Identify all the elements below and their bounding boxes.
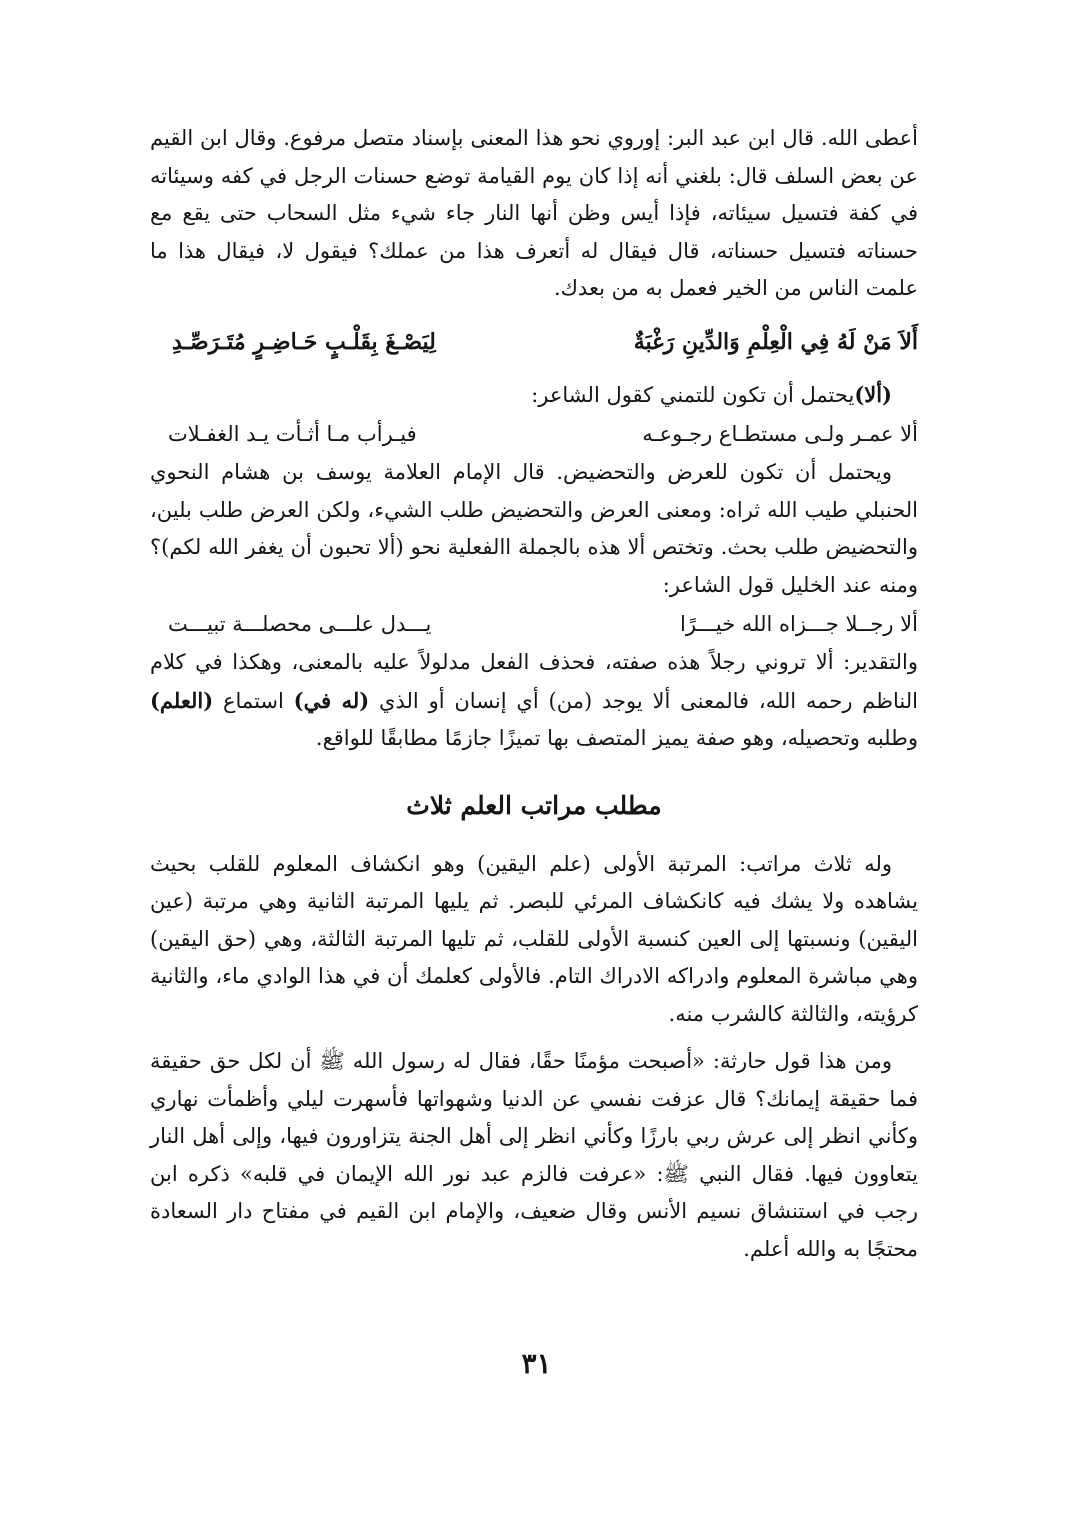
paragraph-ala-wish	[150, 376, 918, 415]
verse-khalil	[150, 604, 918, 644]
paragraph-reward-of-knowledge: أعطى الله. قال ابن عبد البر: إوروي نحو هذا المعنى بإسناد متصل مرفوع. وقال ابن القيم عن بعض السلف قال: بلغني أنه إذا كان يوم القيامة توضع حسنات الرجل في كفه وسيئاته في كفة فتسيل سيئاته، فإذا أيس وظن أنها النار جاء شيء مثل السحاب حتى يقع مع حسناته فتسيل حسناته، قال فيقال له أتعرف هذا من عملك؟ فيقول لا، فيقال هذا ما علمت الناس من الخير فعمل به من بعدك.	[150, 126, 918, 300]
page-number: ٣١	[521, 1347, 552, 1380]
verse-main-second-hemistich: لِيَصْـغَ بِقَلْـبٍ حَـاضِـرٍ مُتَـرَصِّـدِ	[172, 328, 436, 355]
verse-khalil-second-hemistich: يـــدل علـــى محصلـــة تبيـــت	[168, 612, 432, 636]
bold-term-lahu-fi: (له في)	[293, 687, 370, 713]
paragraph-estimation-text-3: وطلبه وتحصيله، وهو صفة يميز المتصف بها تميزًا جازمًا مطابقًا للواقع.	[315, 726, 918, 750]
verse-wish	[150, 414, 918, 454]
verse-khalil-first-hemistich: ألا رجــلا جـــزاه الله خيـــرًا	[680, 612, 918, 636]
verse-wish-second-hemistich: فيـرأب مـا أثـأت يـد الغفـلات	[168, 422, 417, 446]
book-page	[150, 120, 918, 1268]
paragraph-estimation-text-1: والتقدير: ألا تروني رجلاً هذه صفته، فحذف الفعل مدلولاً عليه بالمعنى، وهكذا في كلام الناظم رحمه الله، فالمعنى ألا يوجد (من) أي إنسان أو الذي	[150, 650, 918, 713]
paragraph-estimation	[150, 644, 918, 758]
verse-wish-first-hemistich: ألا عمـر ولـى مستطـاع رجـوعـه	[642, 422, 918, 446]
paragraph-three-levels: وله ثلاث مراتب: المرتبة الأولى (علم اليقين) وهو انكشاف المعلوم للقلب بحيث يشاهده ولا يشك فيه كانكشاف المرئي للبصر. ثم يليها المرتبة الثانية وهي مرتبة (عين اليقين) ونسبتها إلى العين كنسبة الأولى للقلب، ثم تليها المرتبة الثالثة، وهي (حق اليقين) وهي مباشرة المعلوم وادراكه الادراك التام. فالأولى كعلمك أن في هذا الوادي ماء، والثانية كرؤيته، والثالثة كالشرب منه.	[150, 851, 918, 1026]
verse-main	[150, 308, 918, 376]
bold-term-al-ilm: (العلم)	[150, 687, 214, 713]
paragraph-ala-wish-text: يحتمل أن تكون للتمني كقول الشاعر:	[531, 382, 855, 407]
bold-term-ala: (ألا)	[854, 381, 892, 407]
verse-main-first-hemistich: أَلاَ مَنْ لَهُ فِي الْعِلْمِ وَالدِّينِ رَغْبَةٌ	[633, 328, 918, 355]
paragraph-estimation-text-2: استماع	[223, 688, 284, 713]
paragraph-haritha-hadith: ومن هذا قول حارثة: «أصبحت مؤمنًا حقًا، فقال له رسول الله ﷺ أن لكل حق حقيقة فما حقيقة إيمانك؟ قال عزفت نفسي عن الدنيا وشهواتها فأسهرت ليلي وأظمأت نهاري وكأني انظر إلى عرش ربي بارزًا وكأني انظر إلى أهل الجنة يتزاورون فيها، وإلى أهل النار يتعاوون فيها. فقال النبي ﷺ: «عرفت فالزم عبد نور الله الإيمان في قلبه» ذكره ابن رجب في استنشاق نسيم الأنس وقال ضعيف، والإمام ابن القيم في مفتاح دار السعادة محتجًا به والله أعلم.	[150, 1049, 918, 1261]
paragraph-offer-urging: ويحتمل أن تكون للعرض والتحضيض. قال الإمام العلامة يوسف بن هشام النحوي الحنبلي طيب الله ثراه: ومعنى العرض والتحضيض طلب الشيء، ولكن العرض طلب بلين، والتحضيض طلب بحث. وتختص ألا هذه بالجملة االفعلية نحو (ألا تحبون أن يغفر الله لكم)؟ ومنه عند الخليل قول الشاعر:	[150, 460, 918, 597]
section-heading: مطلب مراتب العلم ثلاث	[406, 790, 662, 820]
